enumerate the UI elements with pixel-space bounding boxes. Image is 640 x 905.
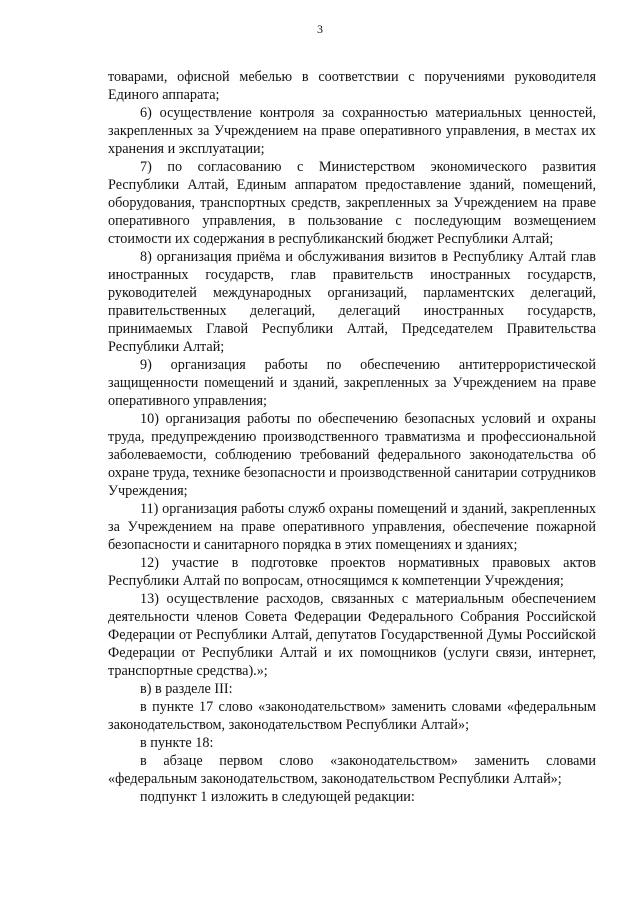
paragraph-item-9: 9) организация работы по обеспечению антитеррористической защищенности помещений и зданий, закрепленных за Учреждением на праве оперативного управления; [108,357,596,409]
document-body [108,68,596,806]
paragraph-item-11: 11) организация работы служб охраны помещений и зданий, закрепленных за Учреждением на праве оперативного управления, обеспечение пожарной безопасности и санитарного порядка в этих помещениях и зданиях; [108,501,596,553]
paragraph-continuation: товарами, офисной мебелью в соответствии с поручениями руководителя Единого аппарата; [108,69,596,103]
page-number: 3 [317,22,323,36]
paragraph-item-6: 6) осуществление контроля за сохранностью материальных ценностей, закрепленных за Учреждением на праве оперативного управления, в местах их хранения и эксплуатации; [108,105,596,157]
paragraph-point-18: в пункте 18: [140,735,214,751]
paragraph-item-10: 10) организация работы по обеспечению безопасных условий и охраны труда, предупреждению производственного травматизма и профессиональной заболеваемости, соблюдению требований федерального законодательства об охране труда, технике безопасности и производственной санитарии сотрудников Учреждения; [108,411,596,499]
paragraph-point-17: в пункте 17 слово «законодательством» заменить словами «федеральным законодательством, законодательством Республики Алтай»; [108,699,596,733]
paragraph-item-7: 7) по согласованию с Министерством экономического развития Республики Алтай, Единым аппаратом предоставление зданий, помещений, оборудования, транспортных средств, закрепленных за Учреждением на праве оперативного управления, в пользование с последующим возмещением стоимости их содержания в республиканский бюджет Республики Алтай; [108,159,596,247]
paragraph-section-iii: в) в разделе III: [140,681,233,697]
paragraph-item-12: 12) участие в подготовке проектов нормативных правовых актов Республики Алтай по вопросам, относящимся к компетенции Учреждения; [108,555,596,589]
paragraph-item-8: 8) организация приёма и обслуживания визитов в Республику Алтай глав иностранных государств, глав правительств иностранных государств, руководителей международных организаций, парламентских делегаций, правительственных делегаций, делегаций иностранных государств, принимаемых Главой Республики Алтай, Председателем Правительства Республики Алтай; [108,249,596,355]
paragraph-first-clause: в абзаце первом слово «законодательством» заменить словами «федеральным законодательством, законодательством Республики Алтай»; [108,753,596,787]
paragraph-item-13: 13) осуществление расходов, связанных с материальным обеспечением деятельности членов Совета Федерации Федерального Собрания Российской Федерации от Республики Алтай, депутатов Государственной Думы Российской Федерации от Республики Алтай и их помощников (услуги связи, интернет, транспортные средства).»; [108,591,596,679]
paragraph-subpoint-1: подпункт 1 изложить в следующей редакции: [140,789,415,805]
